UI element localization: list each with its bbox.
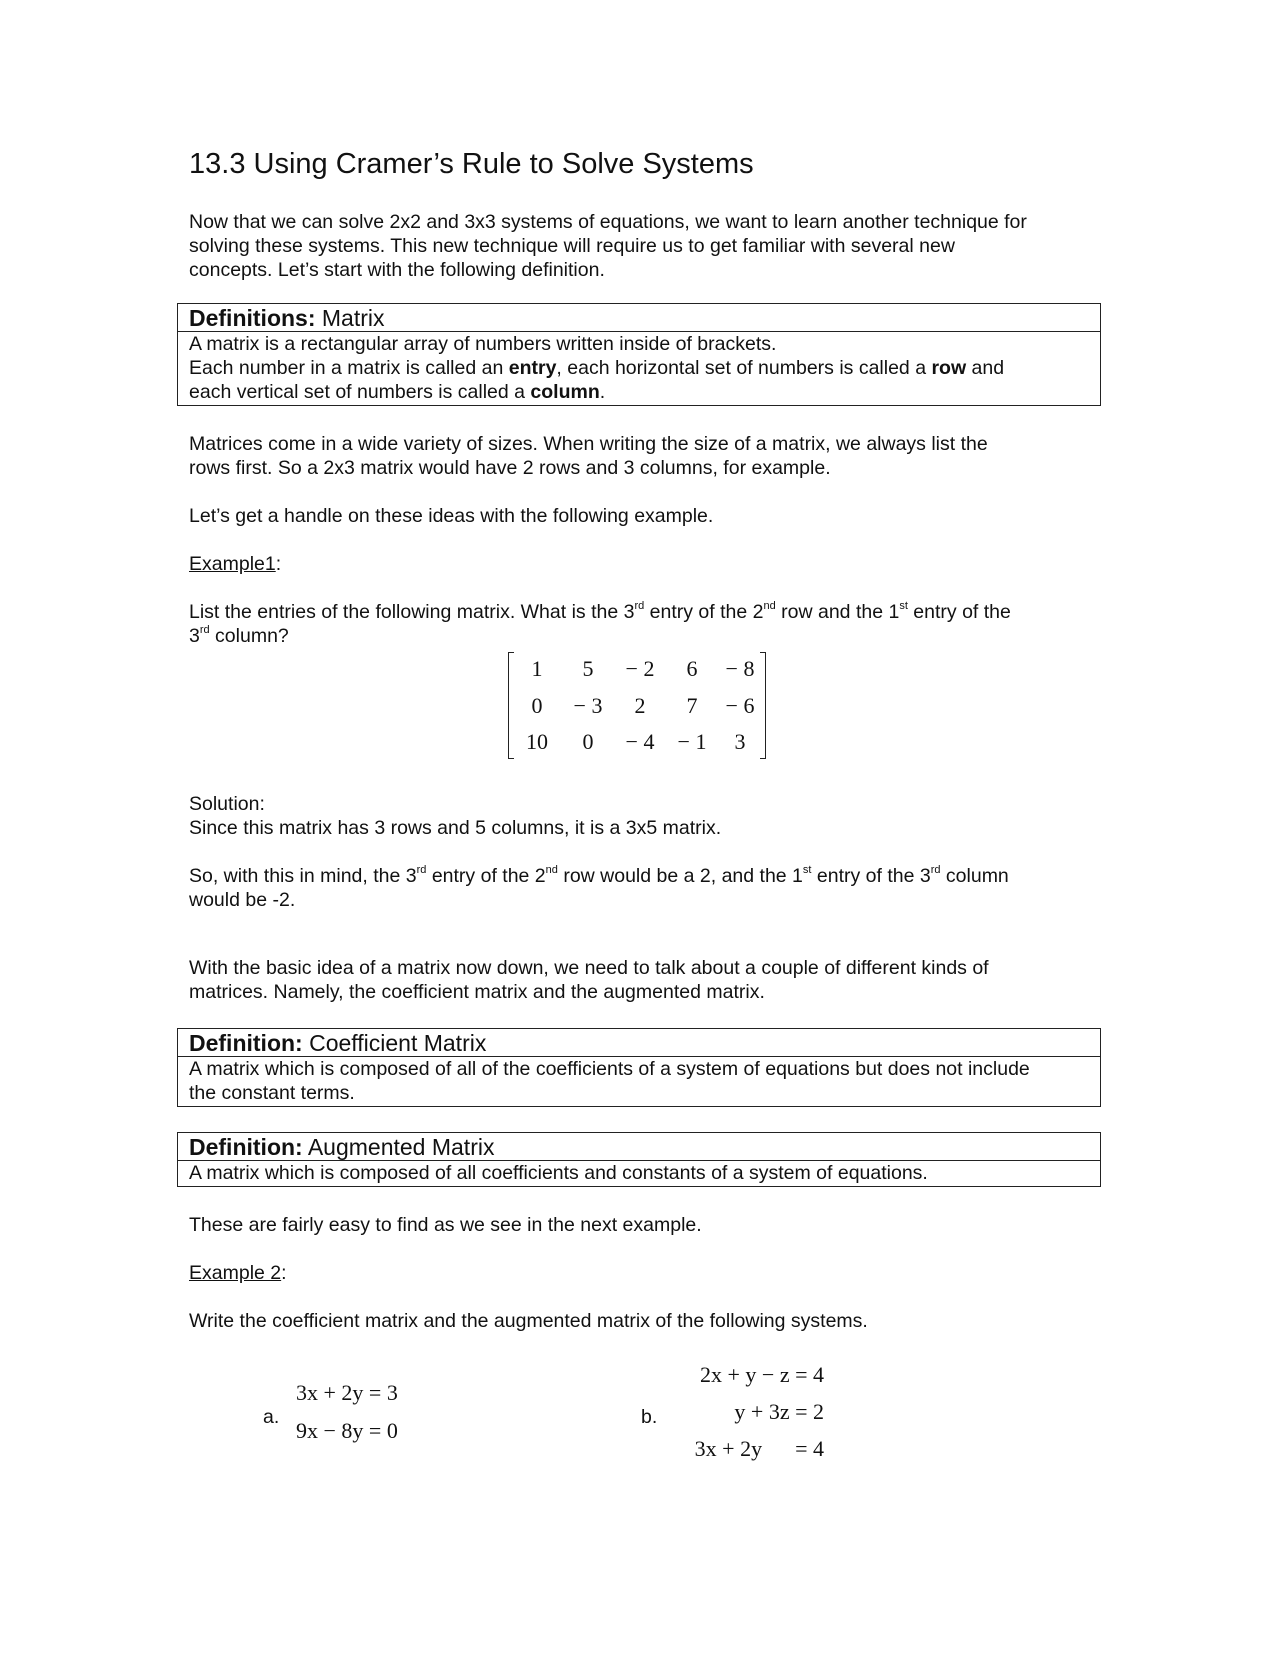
definition-heading-bold: Definition: xyxy=(189,1030,303,1056)
prompt-line: Write the coefficient matrix and the augmented matrix of the following systems. xyxy=(189,1310,868,1332)
example2-prompt xyxy=(189,1309,868,1333)
sizes-line: Matrices come in a wide variety of sizes. When writing the size of a matrix, we always list the xyxy=(189,433,988,455)
system-a-equation: 3x + 2y = 3 xyxy=(296,1380,398,1405)
text-run: and xyxy=(966,357,1005,379)
matrix-cell: − 4 xyxy=(625,729,655,754)
definition-heading xyxy=(178,1133,1100,1161)
definition-body xyxy=(178,1161,1100,1186)
matrix-cell: − 1 xyxy=(677,729,707,754)
matrix-cell: 3 xyxy=(734,729,746,754)
system-a-equation: 9x − 8y = 0 xyxy=(296,1418,398,1443)
definition-body xyxy=(178,332,1100,405)
definition-heading-term: Matrix xyxy=(315,305,385,331)
text-run: column xyxy=(940,865,1009,887)
matrix-cell: 0 xyxy=(531,693,543,718)
matrix-cell: 6 xyxy=(686,656,698,681)
intro-line: Now that we can solve 2x2 and 3x3 systems of equations, we want to learn another technique for xyxy=(189,211,1027,233)
solution-line: would be -2. xyxy=(189,889,296,911)
question-line xyxy=(189,600,1011,624)
page-title: 13.3 Using Cramer’s Rule to Solve Systems xyxy=(189,148,754,180)
solution-line xyxy=(189,864,1009,888)
handle-paragraph xyxy=(189,504,713,528)
superscript: nd xyxy=(545,864,558,876)
definition-box-matrix xyxy=(177,303,1101,406)
text-run: entry of the 2 xyxy=(644,601,764,623)
text-run: So, with this in mind, the 3 xyxy=(189,865,417,887)
definition-box-coefficient xyxy=(177,1028,1101,1107)
text-run: List the entries of the following matrix. What is the 3 xyxy=(189,601,635,623)
easy-paragraph xyxy=(189,1213,702,1237)
sizes-line: rows first. So a 2x3 matrix would have 2 rows and 3 columns, for example. xyxy=(189,457,831,479)
definition-box-augmented xyxy=(177,1132,1101,1187)
matrix-cell: 1 xyxy=(531,656,543,681)
definition-heading-term: Coefficient Matrix xyxy=(302,1030,487,1056)
text-run: entry of the 3 xyxy=(811,865,931,887)
intro-paragraph xyxy=(189,210,1027,282)
definition-line: A matrix which is composed of all coefficients and constants of a system of equations. xyxy=(189,1162,928,1184)
text-run: : xyxy=(281,1262,287,1284)
example-matrix xyxy=(508,652,766,759)
definition-heading xyxy=(178,304,1100,332)
definition-heading xyxy=(178,1029,1100,1057)
text-run: entry of the 2 xyxy=(426,865,546,887)
solution-paragraph xyxy=(189,792,721,840)
definition-line xyxy=(189,356,1100,380)
term-column: column xyxy=(530,381,600,403)
text-run: column? xyxy=(209,625,289,647)
easy-line: These are fairly easy to find as we see in the next example. xyxy=(189,1214,702,1236)
matrix-cell: 0 xyxy=(582,729,594,754)
solution-label: Solution: xyxy=(189,793,265,815)
term-row: row xyxy=(931,357,967,379)
superscript: rd xyxy=(199,624,210,636)
superscript: rd xyxy=(416,864,427,876)
kinds-paragraph xyxy=(189,956,989,1004)
sizes-paragraph xyxy=(189,432,988,480)
solution-detail xyxy=(189,864,1009,912)
superscript: st xyxy=(899,600,908,612)
example2-label: Example 2 xyxy=(189,1262,282,1284)
superscript: st xyxy=(802,864,812,876)
matrix-cell: − 3 xyxy=(573,693,603,718)
matrix-cell: − 2 xyxy=(625,656,655,681)
text-run: : xyxy=(275,553,282,575)
text-run: each vertical set of numbers is called a xyxy=(189,381,531,403)
system-b-equation: 2x + y − z = 4 xyxy=(700,1362,824,1387)
kinds-line: With the basic idea of a matrix now down, we need to talk about a couple of different kinds of xyxy=(189,957,989,979)
intro-line: solving these systems. This new technique will require us to get familiar with several new xyxy=(189,235,955,257)
matrix-cell: 2 xyxy=(634,693,646,718)
definition-line: A matrix which is composed of all of the coefficients of a system of equations but does not include xyxy=(189,1058,1030,1080)
definition-heading-bold: Definition: xyxy=(189,1134,303,1160)
text-run: row would be a 2, and the 1 xyxy=(557,865,803,887)
text-run: . xyxy=(599,381,606,403)
text-run: Each number in a matrix is called an xyxy=(189,357,509,379)
definition-heading-term: Augmented Matrix xyxy=(302,1134,495,1160)
definition-heading-bold: Definitions: xyxy=(189,305,316,331)
matrix-cell: 7 xyxy=(686,693,698,718)
matrix-cell: − 8 xyxy=(725,656,755,681)
example2-heading-line xyxy=(189,1261,287,1285)
example1-heading xyxy=(189,552,281,576)
handle-line: Let’s get a handle on these ideas with the following example. xyxy=(189,505,714,527)
text-run: , each horizontal set of numbers is called a xyxy=(556,357,932,379)
text-run: 3 xyxy=(189,625,200,647)
definition-line: the constant terms. xyxy=(189,1082,355,1104)
solution-line: Since this matrix has 3 rows and 5 columns, it is a 3x5 matrix. xyxy=(189,817,722,839)
superscript: rd xyxy=(634,600,645,612)
definition-line: A matrix is a rectangular array of numbers written inside of brackets. xyxy=(189,333,777,355)
intro-line: concepts. Let’s start with the following definition. xyxy=(189,259,605,281)
definition-line xyxy=(189,380,1100,404)
matrix-cell: − 6 xyxy=(725,693,755,718)
example1-question xyxy=(189,600,1011,648)
example1-heading-line xyxy=(189,552,281,576)
system-a-label: a. xyxy=(263,1406,280,1428)
example2-heading xyxy=(189,1261,287,1285)
system-b-label: b. xyxy=(641,1406,658,1428)
definition-body xyxy=(178,1057,1100,1106)
example1-label: Example1 xyxy=(189,553,276,575)
superscript: nd xyxy=(763,600,776,612)
kinds-line: matrices. Namely, the coefficient matrix and the augmented matrix. xyxy=(189,981,765,1003)
system-b-equation: 3x + 2y = 4 xyxy=(694,1436,824,1461)
question-line xyxy=(189,624,1011,648)
matrix-cell: 5 xyxy=(582,656,594,681)
text-run: entry of the xyxy=(907,601,1011,623)
matrix-cell: 10 xyxy=(526,729,548,754)
text-run: row and the 1 xyxy=(775,601,900,623)
system-b-equation: y + 3z = 2 xyxy=(734,1399,824,1424)
term-entry: entry xyxy=(508,357,557,379)
superscript: rd xyxy=(930,864,941,876)
